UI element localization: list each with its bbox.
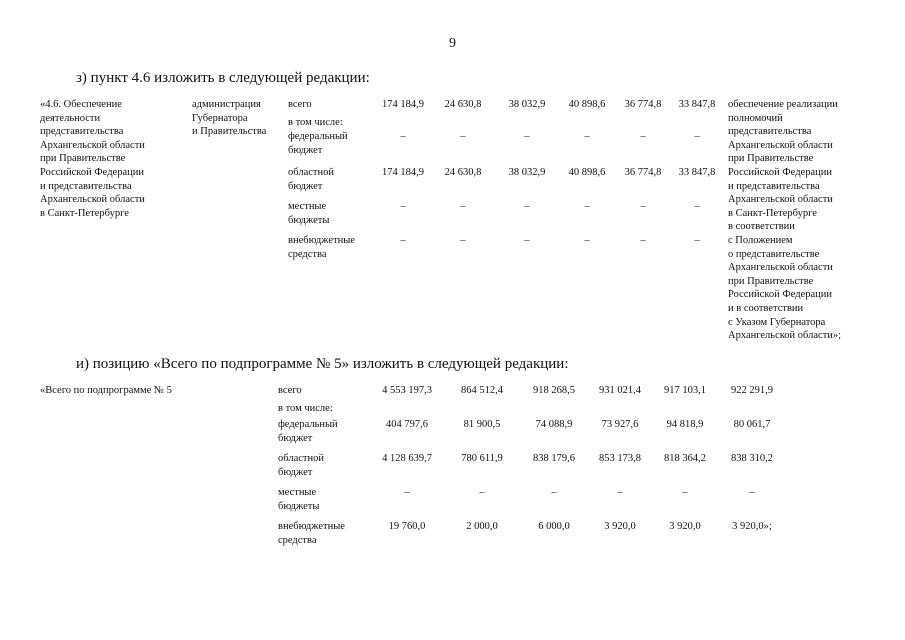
funding-value-cell: – bbox=[460, 235, 466, 246]
funding-value-cell: – bbox=[640, 201, 646, 212]
funding-value-cell: – bbox=[404, 487, 410, 498]
funding-value-cell: – bbox=[584, 131, 590, 142]
funding-value-cell: – bbox=[640, 131, 646, 142]
funding-value-cell: – bbox=[640, 235, 646, 246]
funding-value-cell: 6 000,0 bbox=[538, 521, 570, 532]
funding-value-cell: 38 032,9 bbox=[508, 99, 546, 110]
funding-value-cell: – bbox=[694, 201, 700, 212]
funding-value-cell: 73 927,6 bbox=[601, 419, 639, 430]
funding-source-label: всего bbox=[278, 385, 302, 396]
funding-source-label: внебюджетные средства bbox=[288, 235, 355, 260]
funding-value-cell: 931 021,4 bbox=[599, 385, 641, 396]
funding-value-cell: 2 000,0 bbox=[466, 521, 498, 532]
funding-value-cell: 838 310,2 bbox=[731, 453, 773, 464]
funding-value-cell: 4 553 197,3 bbox=[382, 385, 432, 396]
funding-value-cell: 33 847,8 bbox=[678, 167, 716, 178]
funding-value-cell: 80 061,7 bbox=[733, 419, 771, 430]
funding-value-cell: 174 184,9 bbox=[382, 99, 424, 110]
section-z-executor: администрация Губернатора и Правительства bbox=[192, 99, 267, 138]
funding-value-cell: – bbox=[584, 201, 590, 212]
funding-value-cell: – bbox=[479, 487, 485, 498]
funding-value-cell: 918 268,5 bbox=[533, 385, 575, 396]
funding-value-cell: – bbox=[551, 487, 557, 498]
funding-source-label: федеральный бюджет bbox=[278, 419, 338, 444]
funding-source-label: местные бюджеты bbox=[288, 201, 330, 226]
funding-value-cell: 38 032,9 bbox=[508, 167, 546, 178]
funding-value-cell: – bbox=[749, 487, 755, 498]
funding-value-cell: – bbox=[460, 201, 466, 212]
funding-value-cell: – bbox=[617, 487, 623, 498]
funding-source-label: внебюджетные средства bbox=[278, 521, 345, 546]
funding-value-cell: 780 611,9 bbox=[461, 453, 503, 464]
funding-value-cell: 864 512,4 bbox=[461, 385, 503, 396]
funding-source-label: местные бюджеты bbox=[278, 487, 320, 512]
funding-value-cell: – bbox=[694, 235, 700, 246]
funding-value-cell: 36 774,8 bbox=[624, 167, 662, 178]
funding-value-cell: – bbox=[682, 487, 688, 498]
funding-value-cell: – bbox=[524, 201, 530, 212]
funding-value-cell: – bbox=[400, 201, 406, 212]
funding-value-cell: 404 797,6 bbox=[386, 419, 428, 430]
funding-source-label: областной бюджет bbox=[288, 167, 334, 192]
funding-value-cell: – bbox=[400, 131, 406, 142]
funding-value-cell: 94 818,9 bbox=[666, 419, 704, 430]
section-z-result: обеспечение реализации полномочий представительства Архангельской области при Правительстве Российской Федерации и представительства Архангельской области в Санкт-Петербурге в соответствии с Положением о представительстве Архангельской области при Правительстве Российской Федерации и в соответствии с Указом Губернатора Архангельской области»; bbox=[728, 99, 842, 342]
funding-value-cell: – bbox=[400, 235, 406, 246]
funding-value-cell: 3 920,0 bbox=[604, 521, 636, 532]
funding-source-label: в том числе: bbox=[278, 403, 333, 414]
funding-value-cell: 174 184,9 bbox=[382, 167, 424, 178]
section-i-item-name: «Всего по подпрограмме № 5 bbox=[40, 385, 172, 396]
funding-value-cell: – bbox=[524, 131, 530, 142]
page-number: 9 bbox=[449, 36, 456, 51]
funding-value-cell: 24 630,8 bbox=[444, 167, 482, 178]
funding-source-label: областной бюджет bbox=[278, 453, 324, 478]
funding-value-cell: 74 088,9 bbox=[535, 419, 573, 430]
funding-value-cell: 4 128 639,7 bbox=[382, 453, 432, 464]
funding-value-cell: 818 364,2 bbox=[664, 453, 706, 464]
section-i-heading: и) позицию «Всего по подпрограмме № 5» изложить в следующей редакции: bbox=[76, 356, 569, 372]
funding-value-cell: 40 898,6 bbox=[568, 167, 606, 178]
section-z-item-name: «4.6. Обеспечение деятельности представительства Архангельской области при Правительстве Российской Федерации и представительства Архангельской области в Санкт-Петербурге bbox=[40, 99, 145, 219]
funding-value-cell: 81 900,5 bbox=[463, 419, 501, 430]
funding-value-cell: – bbox=[460, 131, 466, 142]
funding-value-cell: 19 760,0 bbox=[388, 521, 426, 532]
funding-value-cell: – bbox=[584, 235, 590, 246]
funding-value-cell: 40 898,6 bbox=[568, 99, 606, 110]
funding-source-label: всего bbox=[288, 99, 312, 110]
funding-value-cell: – bbox=[524, 235, 530, 246]
funding-value-cell: 917 103,1 bbox=[664, 385, 706, 396]
funding-value-cell: 3 920,0 bbox=[669, 521, 701, 532]
funding-source-label: в том числе: bbox=[288, 117, 343, 128]
funding-value-cell: 33 847,8 bbox=[678, 99, 716, 110]
section-z-heading: з) пункт 4.6 изложить в следующей редакции: bbox=[76, 70, 370, 86]
funding-value-cell: – bbox=[694, 131, 700, 142]
funding-value-cell: 36 774,8 bbox=[624, 99, 662, 110]
funding-value-cell: 922 291,9 bbox=[731, 385, 773, 396]
funding-value-cell: 853 173,8 bbox=[599, 453, 641, 464]
funding-value-cell: 24 630,8 bbox=[444, 99, 482, 110]
funding-source-label: федеральный бюджет bbox=[288, 131, 348, 156]
funding-value-cell: 838 179,6 bbox=[533, 453, 575, 464]
funding-value-cell: 3 920,0»; bbox=[732, 521, 772, 532]
